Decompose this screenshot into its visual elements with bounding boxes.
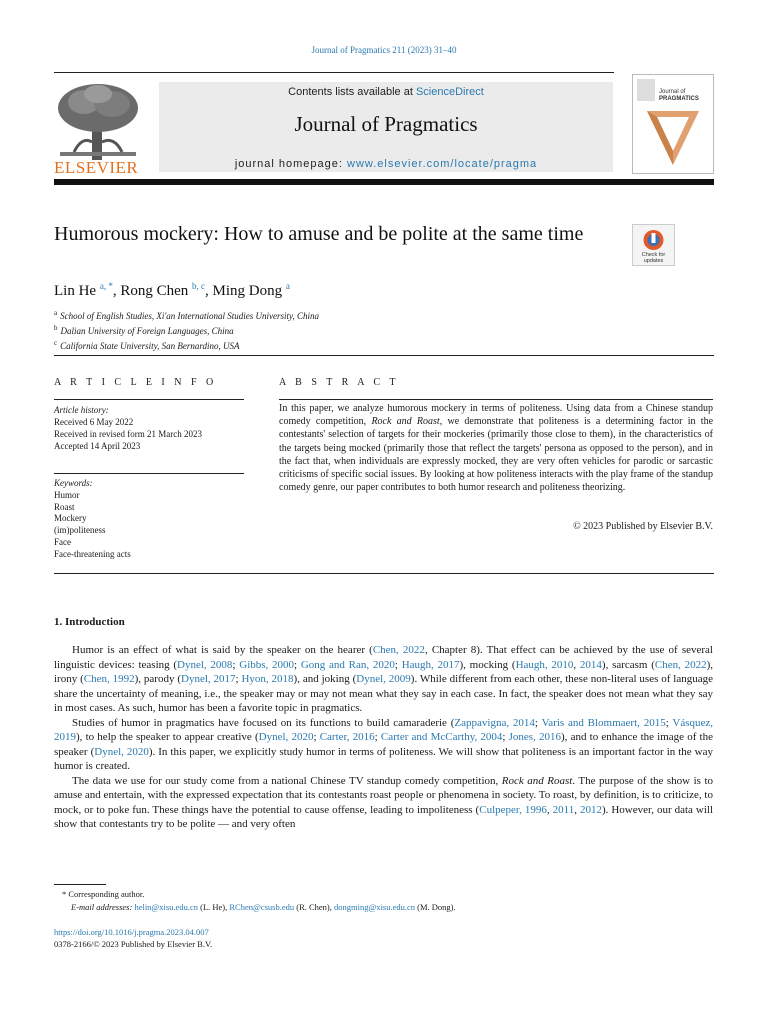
- body-text: ). While different from each other, these non-literal uses of language share the uncertainty of meaning, i.e., the speaker may or may not mean what they say in each case. In fact, the speaker does not mean what they say in most cases. As such, humor has been a favorite topic in pragmatics.: [54, 673, 713, 714]
- affiliation-text: Dalian University of Foreign Languages, China: [60, 326, 234, 336]
- body-text: ;: [502, 731, 509, 743]
- keyword-item: (im)politeness: [54, 525, 106, 536]
- corresponding-author-label: Corresponding author.: [68, 889, 145, 899]
- header-bottom-rule: [54, 179, 714, 185]
- article-info-heading: A R T I C L E I N F O: [54, 377, 217, 388]
- journal-cover-thumbnail[interactable]: [632, 74, 714, 174]
- affiliations: [54, 307, 319, 352]
- citation-link[interactable]: Hyon, 2018: [241, 673, 294, 685]
- citation-link[interactable]: Vásquez, 2019: [54, 716, 713, 743]
- header-top-rule: [54, 72, 614, 73]
- body-text: . The purpose of the show is to amuse and entertain, with the expressed expectation that its contestants roast people or phenomena in society. To roast, by definition, is to criticize, to mock, or to poke fun. These things have the potential to cause offense, leading to impoliteness (: [54, 774, 714, 816]
- intro-paragraph-1: [54, 643, 713, 716]
- keywords: [54, 478, 244, 561]
- email-label: E-mail addresses:: [71, 901, 133, 912]
- intro-paragraph-2: [54, 716, 713, 774]
- body-text: ;: [394, 658, 402, 671]
- journal-header-box: [159, 82, 613, 172]
- author-affiliation-marker[interactable]: a: [285, 281, 290, 291]
- intro-heading: 1. Introduction: [54, 616, 125, 628]
- body-text: ). In this paper, we explicitly study humor in terms of politeness. We will show that politeness is an important factor in the way humor is created.: [54, 745, 713, 772]
- email-link[interactable]: helin@xisu.edu.cn: [134, 901, 198, 912]
- corresponding-author-note: [54, 888, 714, 901]
- email-link[interactable]: RChen@csusb.edu: [229, 901, 295, 912]
- citation-link[interactable]: Haugh, 2010: [515, 658, 574, 671]
- body-text: ), sarcasm (: [601, 658, 655, 671]
- body-text: ,: [573, 658, 580, 671]
- keyword-item: Mockery: [54, 513, 87, 524]
- affiliation-item: [54, 337, 319, 352]
- citation-link[interactable]: 2011: [552, 803, 575, 816]
- citation-link[interactable]: Culpeper, 1996: [479, 803, 547, 816]
- affiliation-item: [54, 322, 319, 337]
- homepage-line: [159, 158, 613, 170]
- cover-title-line1: Journal of: [659, 89, 686, 95]
- citation-link[interactable]: Dynel, 2017: [181, 673, 236, 685]
- citation-link[interactable]: Chen, 2022: [654, 658, 707, 671]
- abstract-heading: A B S T R A C T: [279, 377, 400, 388]
- check-for-updates-button[interactable]: [632, 224, 675, 266]
- contents-line: [159, 86, 613, 98]
- publisher-wordmark: ELSEVIER: [54, 158, 139, 177]
- citation-link[interactable]: Chen, 2022: [372, 644, 425, 656]
- footnotes: [54, 888, 714, 913]
- history-received: Received 6 May 2022: [54, 417, 134, 427]
- citation-link[interactable]: Carter, 2016: [319, 731, 375, 743]
- doi-link[interactable]: https://doi.org/10.1016/j.pragma.2023.04.007: [54, 927, 209, 937]
- affiliation-key: b: [54, 324, 58, 332]
- affiliation-key: c: [54, 339, 58, 347]
- citation-link[interactable]: Haugh, 2017: [401, 658, 460, 671]
- issn-line: 0378-2166/© 2023 Published by Elsevier B.V.: [54, 939, 213, 949]
- keyword-item: Face-threatening acts: [54, 548, 131, 559]
- body-text: ;: [235, 673, 242, 685]
- citation-link[interactable]: 2014: [579, 658, 602, 671]
- doi-block: [54, 926, 212, 950]
- italic-text: Rock and Roast: [501, 774, 573, 787]
- email-link[interactable]: dongming@xisu.edu.cn: [334, 901, 416, 912]
- keywords-rule: [54, 473, 244, 474]
- body-text: ;: [313, 731, 320, 743]
- section-divider-top: [54, 355, 714, 356]
- contents-prefix: Contents lists available at: [288, 86, 416, 98]
- body-text: ), and to enhance the image of the speaker (: [54, 731, 713, 758]
- article-title: Humorous mockery: How to amuse and be polite at the same time: [54, 223, 584, 245]
- body-text: ,: [546, 803, 553, 816]
- journal-reference[interactable]: Journal of Pragmatics 211 (2023) 31–40: [311, 45, 457, 55]
- body-text: ;: [665, 716, 673, 729]
- article-info-rule: [54, 399, 244, 400]
- email-owner: (M. Dong).: [415, 901, 456, 912]
- abstract-body: [279, 402, 713, 494]
- body-text: ;: [294, 658, 301, 671]
- body-text: ), parody (: [134, 673, 182, 685]
- citation-link[interactable]: Varis and Blommaert, 2015: [541, 716, 666, 729]
- keywords-label: Keywords:: [54, 478, 93, 488]
- history-accepted: Accepted 14 April 2023: [54, 441, 141, 451]
- section-divider-bottom: [54, 573, 714, 574]
- citation-link[interactable]: Zappavigna, 2014: [454, 716, 535, 729]
- citation-link[interactable]: Dynel, 2009: [356, 673, 411, 685]
- citation-link[interactable]: Gong and Ran, 2020: [300, 658, 395, 671]
- body-text: , Chapter 8). That effect can be achieved by the use of several linguistic devices: teasing (: [54, 644, 713, 671]
- author-list: Lin He $^{a, *}$, Rong Chen $^{b, c}$, Ming Dong $^a$: [54, 281, 290, 299]
- author-name[interactable]: Ming Dong: [212, 283, 283, 299]
- citation-link[interactable]: Carter and McCarthy, 2004: [380, 731, 503, 743]
- citation-link[interactable]: Gibbs, 2000: [239, 658, 295, 671]
- body-text: ), mocking (: [459, 658, 516, 671]
- check-updates-icon: [633, 227, 674, 253]
- footnote-marker: *: [62, 889, 67, 899]
- intro-body: [54, 643, 713, 832]
- body-text: ;: [232, 658, 240, 671]
- cover-artwork: [633, 75, 713, 173]
- keyword-item: Humor: [54, 489, 80, 500]
- affiliation-text: California State University, San Bernardino, USA: [60, 341, 240, 351]
- history-label: Article history:: [54, 405, 109, 415]
- history-revised: Received in revised form 21 March 2023: [54, 429, 202, 439]
- keyword-item: Roast: [54, 501, 75, 512]
- citation-link[interactable]: Dynel, 2020: [94, 745, 149, 758]
- body-text: ;: [374, 731, 381, 743]
- body-text: ), irony (: [54, 658, 714, 685]
- abstract-text-end: , we demonstrate that politeness is a determining factor in the contestants' selection of targets for their mockeries (primarily those close to them), in the characteristics of the targets being mocked (primarily those that reflect the targets' persona as opposed to the person), and in the fact that, when individuals are expressly mocked, they are very often vehicles for parodic or sarcastic criticisms of specific social issues. By looking at how politeness interacts with the play frame of the standup comedy genre, our paper contributes to both humor research and politeness theorizing.: [279, 416, 714, 494]
- body-text: ). However, our data will show that contestants try to be polite — and very often: [54, 803, 714, 830]
- email-owner: (R. Chen),: [294, 901, 335, 912]
- body-text: Humor is an effect of what is said by the speaker on the hearer (: [72, 644, 373, 656]
- article-history: [54, 404, 244, 452]
- citation-link[interactable]: Dynel, 2020: [258, 731, 314, 743]
- sciencedirect-link[interactable]: ScienceDirect: [415, 86, 484, 98]
- cover-title-line2: PRAGMATICS: [659, 96, 699, 102]
- citation-link[interactable]: Dynel, 2008: [177, 658, 233, 671]
- affiliation-key: a: [54, 309, 58, 317]
- email-owner: (L. He),: [197, 901, 230, 912]
- body-text: The data we use for our study come from a national Chinese TV standup comedy competition,: [72, 774, 502, 787]
- keyword-item: Face: [54, 536, 71, 547]
- body-text: ), to help the speaker to appear creative (: [76, 731, 259, 743]
- abstract-copyright: © 2023 Published by Elsevier B.V.: [573, 521, 713, 532]
- affiliation-item: [54, 307, 319, 322]
- citation-link[interactable]: Chen, 1992: [83, 673, 135, 685]
- citation-link[interactable]: Jones, 2016: [508, 731, 562, 743]
- citation-link[interactable]: 2012: [579, 803, 602, 816]
- affiliation-text: School of English Studies, Xi'an International Studies University, China: [60, 311, 320, 321]
- intro-paragraph-3: [54, 774, 713, 832]
- abstract-rule: [279, 399, 713, 400]
- body-text: ), and joking (: [293, 673, 357, 685]
- abstract-text-start: In this paper, we analyze humorous mockery in terms of politeness. Using data from a Chinese standup comedy competition,: [279, 403, 713, 428]
- homepage-prefix: journal homepage:: [234, 158, 347, 170]
- author-name[interactable]: Lin He: [54, 283, 97, 299]
- author-name[interactable]: Rong Chen: [120, 283, 189, 299]
- body-text: ,: [574, 803, 580, 816]
- journal-name: Journal of Pragmatics: [294, 112, 478, 136]
- body-text: ;: [534, 716, 542, 729]
- abstract-show-name: Rock and Roast: [371, 416, 440, 428]
- author-affiliation-marker[interactable]: b, c: [192, 281, 205, 291]
- body-text: Studies of humor in pragmatics have focused on its functions to build camaraderie (: [72, 716, 455, 729]
- homepage-link[interactable]: www.elsevier.com/locate/pragma: [347, 158, 538, 170]
- email-addresses: [54, 901, 714, 914]
- check-updates-label: Check for updates: [641, 252, 666, 264]
- author-affiliation-marker[interactable]: a, *: [99, 281, 113, 291]
- footnote-rule: [54, 884, 106, 885]
